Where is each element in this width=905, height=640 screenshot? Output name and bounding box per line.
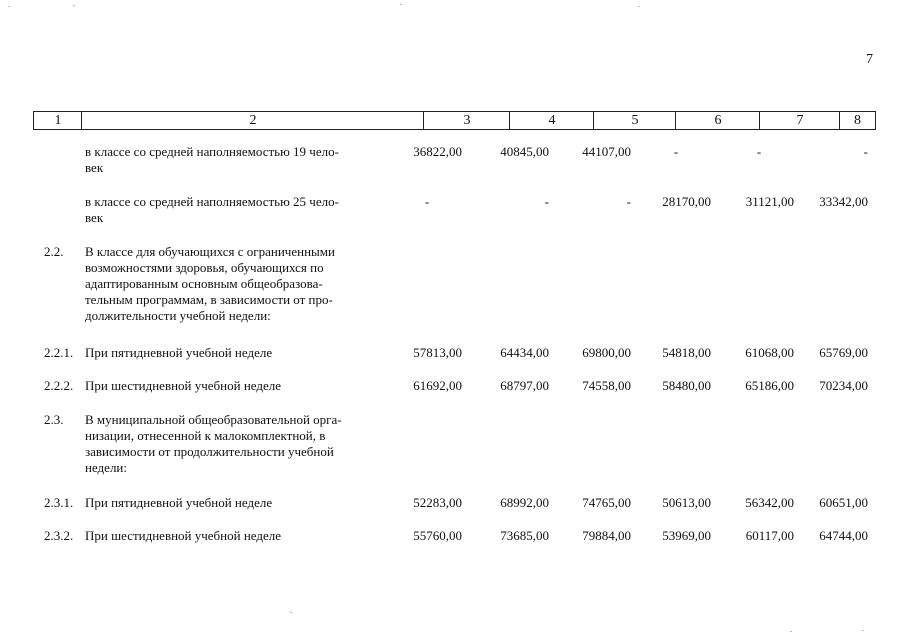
scan-speck — [862, 630, 864, 631]
column-header-6: 6 — [675, 112, 760, 129]
value-cell: 64434,00 — [500, 345, 549, 360]
value-cell: 36822,00 — [413, 144, 462, 159]
scan-speck — [73, 5, 75, 6]
description-line: зависимости от продолжительности учебной — [85, 444, 334, 459]
description-line: При пятидневной учебной неделе — [85, 345, 273, 360]
row-number: 2.2. — [44, 244, 64, 259]
row-description — [85, 345, 387, 361]
description-line: век — [85, 160, 104, 175]
value-cell: 33342,00 — [819, 194, 868, 209]
column-header-1: 1 — [33, 112, 82, 129]
value-cell: 68797,00 — [500, 378, 549, 393]
value-cell: 60117,00 — [745, 528, 794, 543]
value-cell: - — [424, 194, 430, 209]
row-description — [85, 412, 387, 476]
description-line: в классе со средней наполняемостью 19 чело- — [85, 144, 339, 159]
description-line: должительности учебной недели: — [85, 308, 271, 323]
value-cell: 53969,00 — [662, 528, 711, 543]
row-number: 2.3.2. — [44, 528, 74, 543]
row-description — [85, 144, 387, 176]
value-cell: - — [544, 194, 549, 209]
row-description — [85, 194, 387, 226]
scan-speck — [290, 612, 292, 613]
value-cell: 69800,00 — [582, 345, 631, 360]
value-cell: 31121,00 — [745, 194, 794, 209]
description-line: При шестидневной учебной неделе — [85, 528, 282, 543]
description-line: низации, отнесенной к малокомплектной, в — [85, 428, 326, 443]
value-cell: 44107,00 — [582, 144, 631, 159]
column-header-row — [33, 111, 876, 130]
scan-speck — [638, 6, 640, 7]
value-cell: - — [863, 144, 868, 159]
column-header-8: 8 — [839, 112, 876, 129]
scan-speck — [400, 4, 402, 5]
value-cell: 55760,00 — [413, 528, 462, 543]
description-line: век — [85, 210, 104, 225]
value-cell: 73685,00 — [500, 528, 549, 543]
value-cell: 61068,00 — [745, 345, 794, 360]
value-cell: 61692,00 — [413, 378, 462, 393]
description-line: возможностями здоровья, обучающихся по — [85, 260, 324, 275]
value-cell: - — [756, 144, 762, 159]
page-number: 7 — [866, 52, 873, 67]
description-line: При шестидневной учебной неделе — [85, 378, 282, 393]
row-description — [85, 378, 387, 394]
value-cell: 60651,00 — [819, 495, 868, 510]
value-cell: 52283,00 — [413, 495, 462, 510]
description-line: В классе для обучающихся с ограниченными — [85, 244, 335, 259]
value-cell: 54818,00 — [662, 345, 711, 360]
description-line: в классе со средней наполняемостью 25 чело- — [85, 194, 339, 209]
row-number: 2.3. — [44, 412, 64, 427]
column-header-7: 7 — [759, 112, 840, 129]
value-cell: 74765,00 — [582, 495, 631, 510]
value-cell: 65769,00 — [819, 345, 868, 360]
row-description — [85, 244, 387, 324]
description-line: В муниципальной общеобразовательной орга- — [85, 412, 342, 427]
value-cell: 50613,00 — [662, 495, 711, 510]
column-header-5: 5 — [593, 112, 676, 129]
scan-speck — [790, 631, 792, 632]
column-header-4: 4 — [509, 112, 594, 129]
description-line: недели: — [85, 460, 127, 475]
value-cell: 70234,00 — [819, 378, 868, 393]
value-cell: - — [673, 144, 679, 159]
description-line: тельным программам, в зависимости от про- — [85, 292, 333, 307]
row-number: 2.2.1. — [44, 345, 74, 360]
value-cell: 28170,00 — [662, 194, 711, 209]
value-cell: 57813,00 — [413, 345, 462, 360]
row-description — [85, 495, 387, 511]
row-number: 2.2.2. — [44, 378, 74, 393]
value-cell: 40845,00 — [500, 144, 549, 159]
value-cell: 58480,00 — [662, 378, 711, 393]
value-cell: - — [626, 194, 631, 209]
scan-speck — [8, 6, 10, 7]
value-cell: 65186,00 — [745, 378, 794, 393]
value-cell: 74558,00 — [582, 378, 631, 393]
value-cell: 64744,00 — [819, 528, 868, 543]
column-header-2: 2 — [81, 112, 424, 129]
description-line: При пятидневной учебной неделе — [85, 495, 273, 510]
column-header-3: 3 — [423, 112, 510, 129]
description-line: адаптированным основным общеобразова- — [85, 276, 323, 291]
value-cell: 56342,00 — [745, 495, 794, 510]
value-cell: 79884,00 — [582, 528, 631, 543]
row-description — [85, 528, 387, 544]
value-cell: 68992,00 — [500, 495, 549, 510]
row-number: 2.3.1. — [44, 495, 74, 510]
